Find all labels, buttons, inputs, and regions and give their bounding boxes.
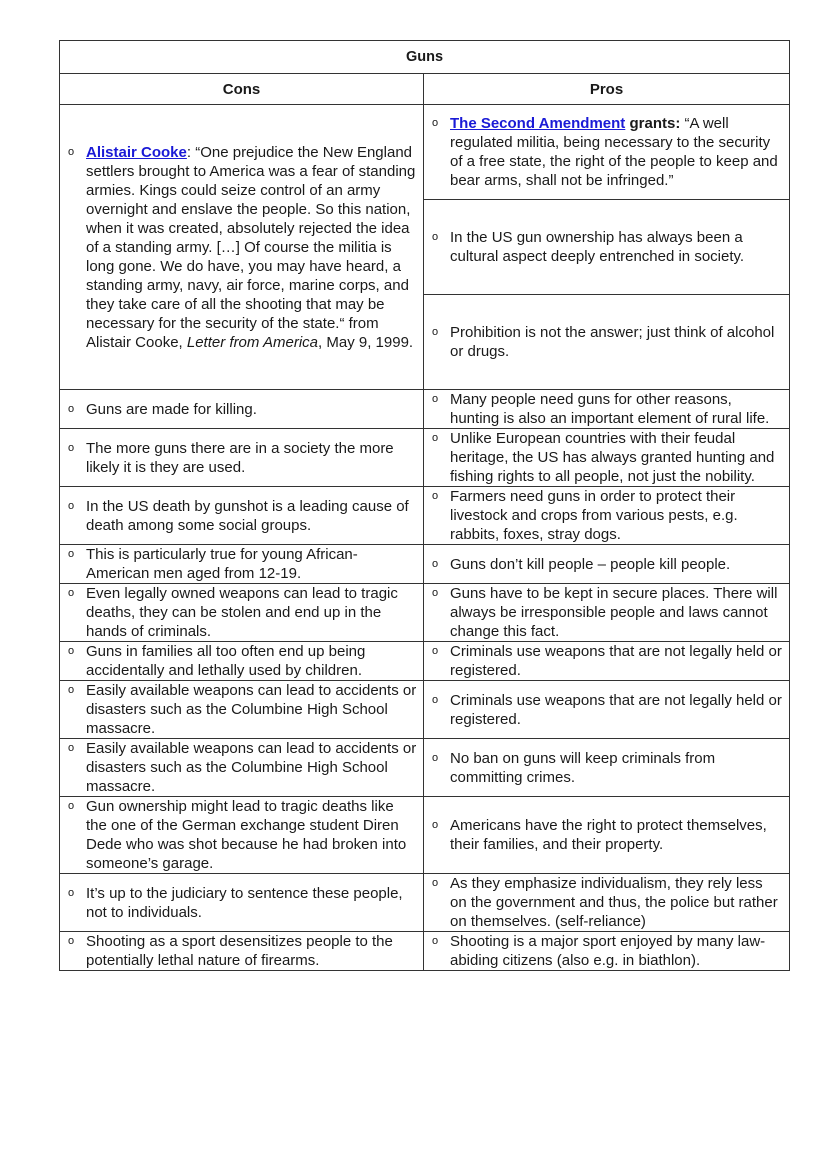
second-amendment-link[interactable]: The Second Amendment <box>450 115 626 132</box>
item-text: Easily available weapons can lead to accidents or disasters such as the Columbine High School massacre. <box>86 682 417 737</box>
list-item <box>68 497 417 535</box>
pro-cell <box>424 584 790 642</box>
item-text: Shooting is a major sport enjoyed by many law-abiding citizens (also e.g. in biathlon). <box>450 933 766 969</box>
list-item <box>432 642 783 680</box>
bullet-icon: o <box>432 231 439 243</box>
con-cell <box>60 874 424 932</box>
con-cell <box>60 932 424 971</box>
bullet-icon: o <box>432 393 439 405</box>
item-text: In the US death by gunshot is a leading cause of death among some social groups. <box>86 497 409 534</box>
list-item <box>432 114 783 190</box>
cons-header: Cons <box>60 74 424 105</box>
book-title: Letter from America <box>186 333 319 351</box>
table-row <box>60 642 790 681</box>
item-text: Prohibition is not the answer; just think of alcohol or drugs. <box>450 324 775 360</box>
bullet-icon: o <box>68 587 75 599</box>
con-cell <box>60 545 424 584</box>
bullet-icon: o <box>432 432 439 444</box>
bullet-icon: o <box>68 684 75 696</box>
table-row <box>60 429 790 487</box>
bullet-icon: o <box>432 751 439 764</box>
item-text: Farmers need guns in order to protect their livestock and crops from various pests, e.g. rabbits, foxes, stray dogs. <box>450 488 738 543</box>
bullet-icon: o <box>68 886 75 899</box>
item-text: Unlike European countries with their feudal heritage, the US has always granted hunting and fishing rights to all people, not just the nobility. <box>450 430 775 485</box>
pro-cell <box>424 874 790 932</box>
list-item <box>432 874 783 931</box>
alistair-cooke-link[interactable]: Alistair Cooke <box>86 143 187 161</box>
list-item <box>432 691 783 729</box>
con-cell <box>60 105 424 390</box>
pro-cell <box>424 681 790 739</box>
item-text: Guns are made for killing. <box>86 400 257 418</box>
bullet-icon: o <box>68 548 75 560</box>
table-row <box>60 739 790 797</box>
bullet-icon: o <box>432 117 439 129</box>
con-cell <box>60 487 424 545</box>
bullet-icon: o <box>432 645 439 657</box>
bullet-icon: o <box>432 819 439 831</box>
bullet-icon: o <box>432 490 439 502</box>
item-text: Guns in families all too often end up being accidentally and lethally used by children. <box>86 643 366 679</box>
grants-label: grants: <box>625 115 681 132</box>
pro-cell <box>424 105 790 200</box>
item-text: Guns have to be kept in secure places. There will always be irresponsible people and laws cannot change this fact. <box>450 585 778 640</box>
bullet-icon: o <box>68 645 75 657</box>
con-cell <box>60 390 424 429</box>
list-item <box>432 228 783 266</box>
list-item <box>432 555 783 574</box>
bullet-icon: o <box>432 877 439 889</box>
item-text: The more guns there are in a society the more likely it is they are used. <box>86 439 394 476</box>
item-text: Americans have the right to protect themselves, their families, and their property. <box>450 817 767 853</box>
list-item <box>432 749 783 787</box>
table-row <box>60 681 790 739</box>
table-body <box>60 390 790 971</box>
list-item <box>432 429 783 486</box>
item-text: Criminals use weapons that are not legally held or registered. <box>450 691 782 728</box>
item-text: Even legally owned weapons can lead to tragic deaths, they can be stolen and end up in the hands of criminals. <box>86 585 398 640</box>
bullet-icon: o <box>68 800 75 812</box>
con-cell <box>60 739 424 797</box>
list-item <box>68 884 417 922</box>
con-cell <box>60 642 424 681</box>
table-row <box>60 932 790 971</box>
table-row <box>60 584 790 642</box>
item-text: Shooting as a sport desensitizes people to the potentially lethal nature of firearms. <box>86 933 393 969</box>
item-text: No ban on guns will keep criminals from committing crimes. <box>450 749 716 786</box>
item-text: Easily available weapons can lead to accidents or disasters such as the Columbine High School massacre. <box>86 740 417 795</box>
bullet-icon: o <box>68 499 75 512</box>
list-item <box>68 584 417 641</box>
con-cell <box>60 681 424 739</box>
con-cell <box>60 797 424 874</box>
bullet-icon: o <box>68 402 75 415</box>
item-text: Guns don’t kill people – people kill people. <box>450 555 731 573</box>
pro-cell <box>424 932 790 971</box>
pro-cell <box>424 200 790 295</box>
table-row <box>60 390 790 429</box>
pro-cell <box>424 487 790 545</box>
list-item <box>68 932 417 970</box>
bullet-icon: o <box>432 557 439 570</box>
pro-cell <box>424 739 790 797</box>
table-title: Guns <box>60 41 790 74</box>
item-text: Gun ownership might lead to tragic deaths like the one of the German exchange student Diren Dede who was shot because he had broken into someone’s garage. <box>86 798 407 872</box>
con-cell <box>60 429 424 487</box>
bullet-icon: o <box>68 742 75 754</box>
list-item <box>68 143 417 352</box>
list-item <box>432 584 783 641</box>
pro-cell <box>424 797 790 874</box>
table-row <box>60 797 790 874</box>
list-item <box>68 642 417 680</box>
list-item <box>432 487 783 544</box>
table-row <box>60 874 790 932</box>
amendment-text: “A well regulated militia, being necessary to the security of a free state, the right of the people to keep and bear arms, shall not be infringed.” <box>450 115 778 189</box>
table-row <box>60 545 790 584</box>
list-item <box>432 816 783 854</box>
quote-text: : “One prejudice the New England settlers brought to America was a fear of standing armies. Kings could seize control of an army overnight and enslave the people. So this nation, when it was created, absolutely rejected the idea of a standing army. […] Of course the militia is long gone. We do have, you may have heard, a standing army, navy, air force, marine corps, and they take care of all the shooting that may be necessary for the security of the state.“ from Alistair Cooke, <box>86 143 416 351</box>
bullet-icon: o <box>432 935 439 947</box>
quote-date: , May 9, 1999. <box>318 333 414 351</box>
item-text: In the US gun ownership has always been a cultural aspect deeply entrenched in society. <box>450 229 745 265</box>
item-text: It’s up to the judiciary to sentence these people, not to individuals. <box>86 884 403 921</box>
list-item <box>68 681 417 738</box>
bullet-icon: o <box>432 587 439 599</box>
list-item <box>68 797 417 873</box>
bullet-icon: o <box>68 935 75 947</box>
list-item <box>68 400 417 419</box>
bullet-icon: o <box>432 693 439 706</box>
list-item <box>432 390 783 428</box>
list-item <box>68 545 417 583</box>
item-text: As they emphasize individualism, they rely less on the government and thus, the police but rather on themselves. (self-reliance) <box>450 875 778 930</box>
pro-cell <box>424 295 790 390</box>
list-item <box>68 739 417 796</box>
table-row <box>60 487 790 545</box>
list-item <box>432 932 783 970</box>
item-text: Many people need guns for other reasons, hunting is also an important element of rural life. <box>450 391 770 427</box>
con-cell <box>60 584 424 642</box>
list-item <box>432 323 783 361</box>
item-text: This is particularly true for young African-American men aged from 12-19. <box>86 546 358 582</box>
list-item <box>68 439 417 477</box>
bullet-icon: o <box>68 145 75 158</box>
item-text: Criminals use weapons that are not legally held or registered. <box>450 643 782 679</box>
bullet-icon: o <box>432 326 439 338</box>
guns-table <box>59 40 790 971</box>
pro-cell <box>424 390 790 429</box>
pro-cell <box>424 429 790 487</box>
pro-cell <box>424 545 790 584</box>
bullet-icon: o <box>68 441 75 454</box>
pro-cell <box>424 642 790 681</box>
pros-header: Pros <box>424 74 790 105</box>
